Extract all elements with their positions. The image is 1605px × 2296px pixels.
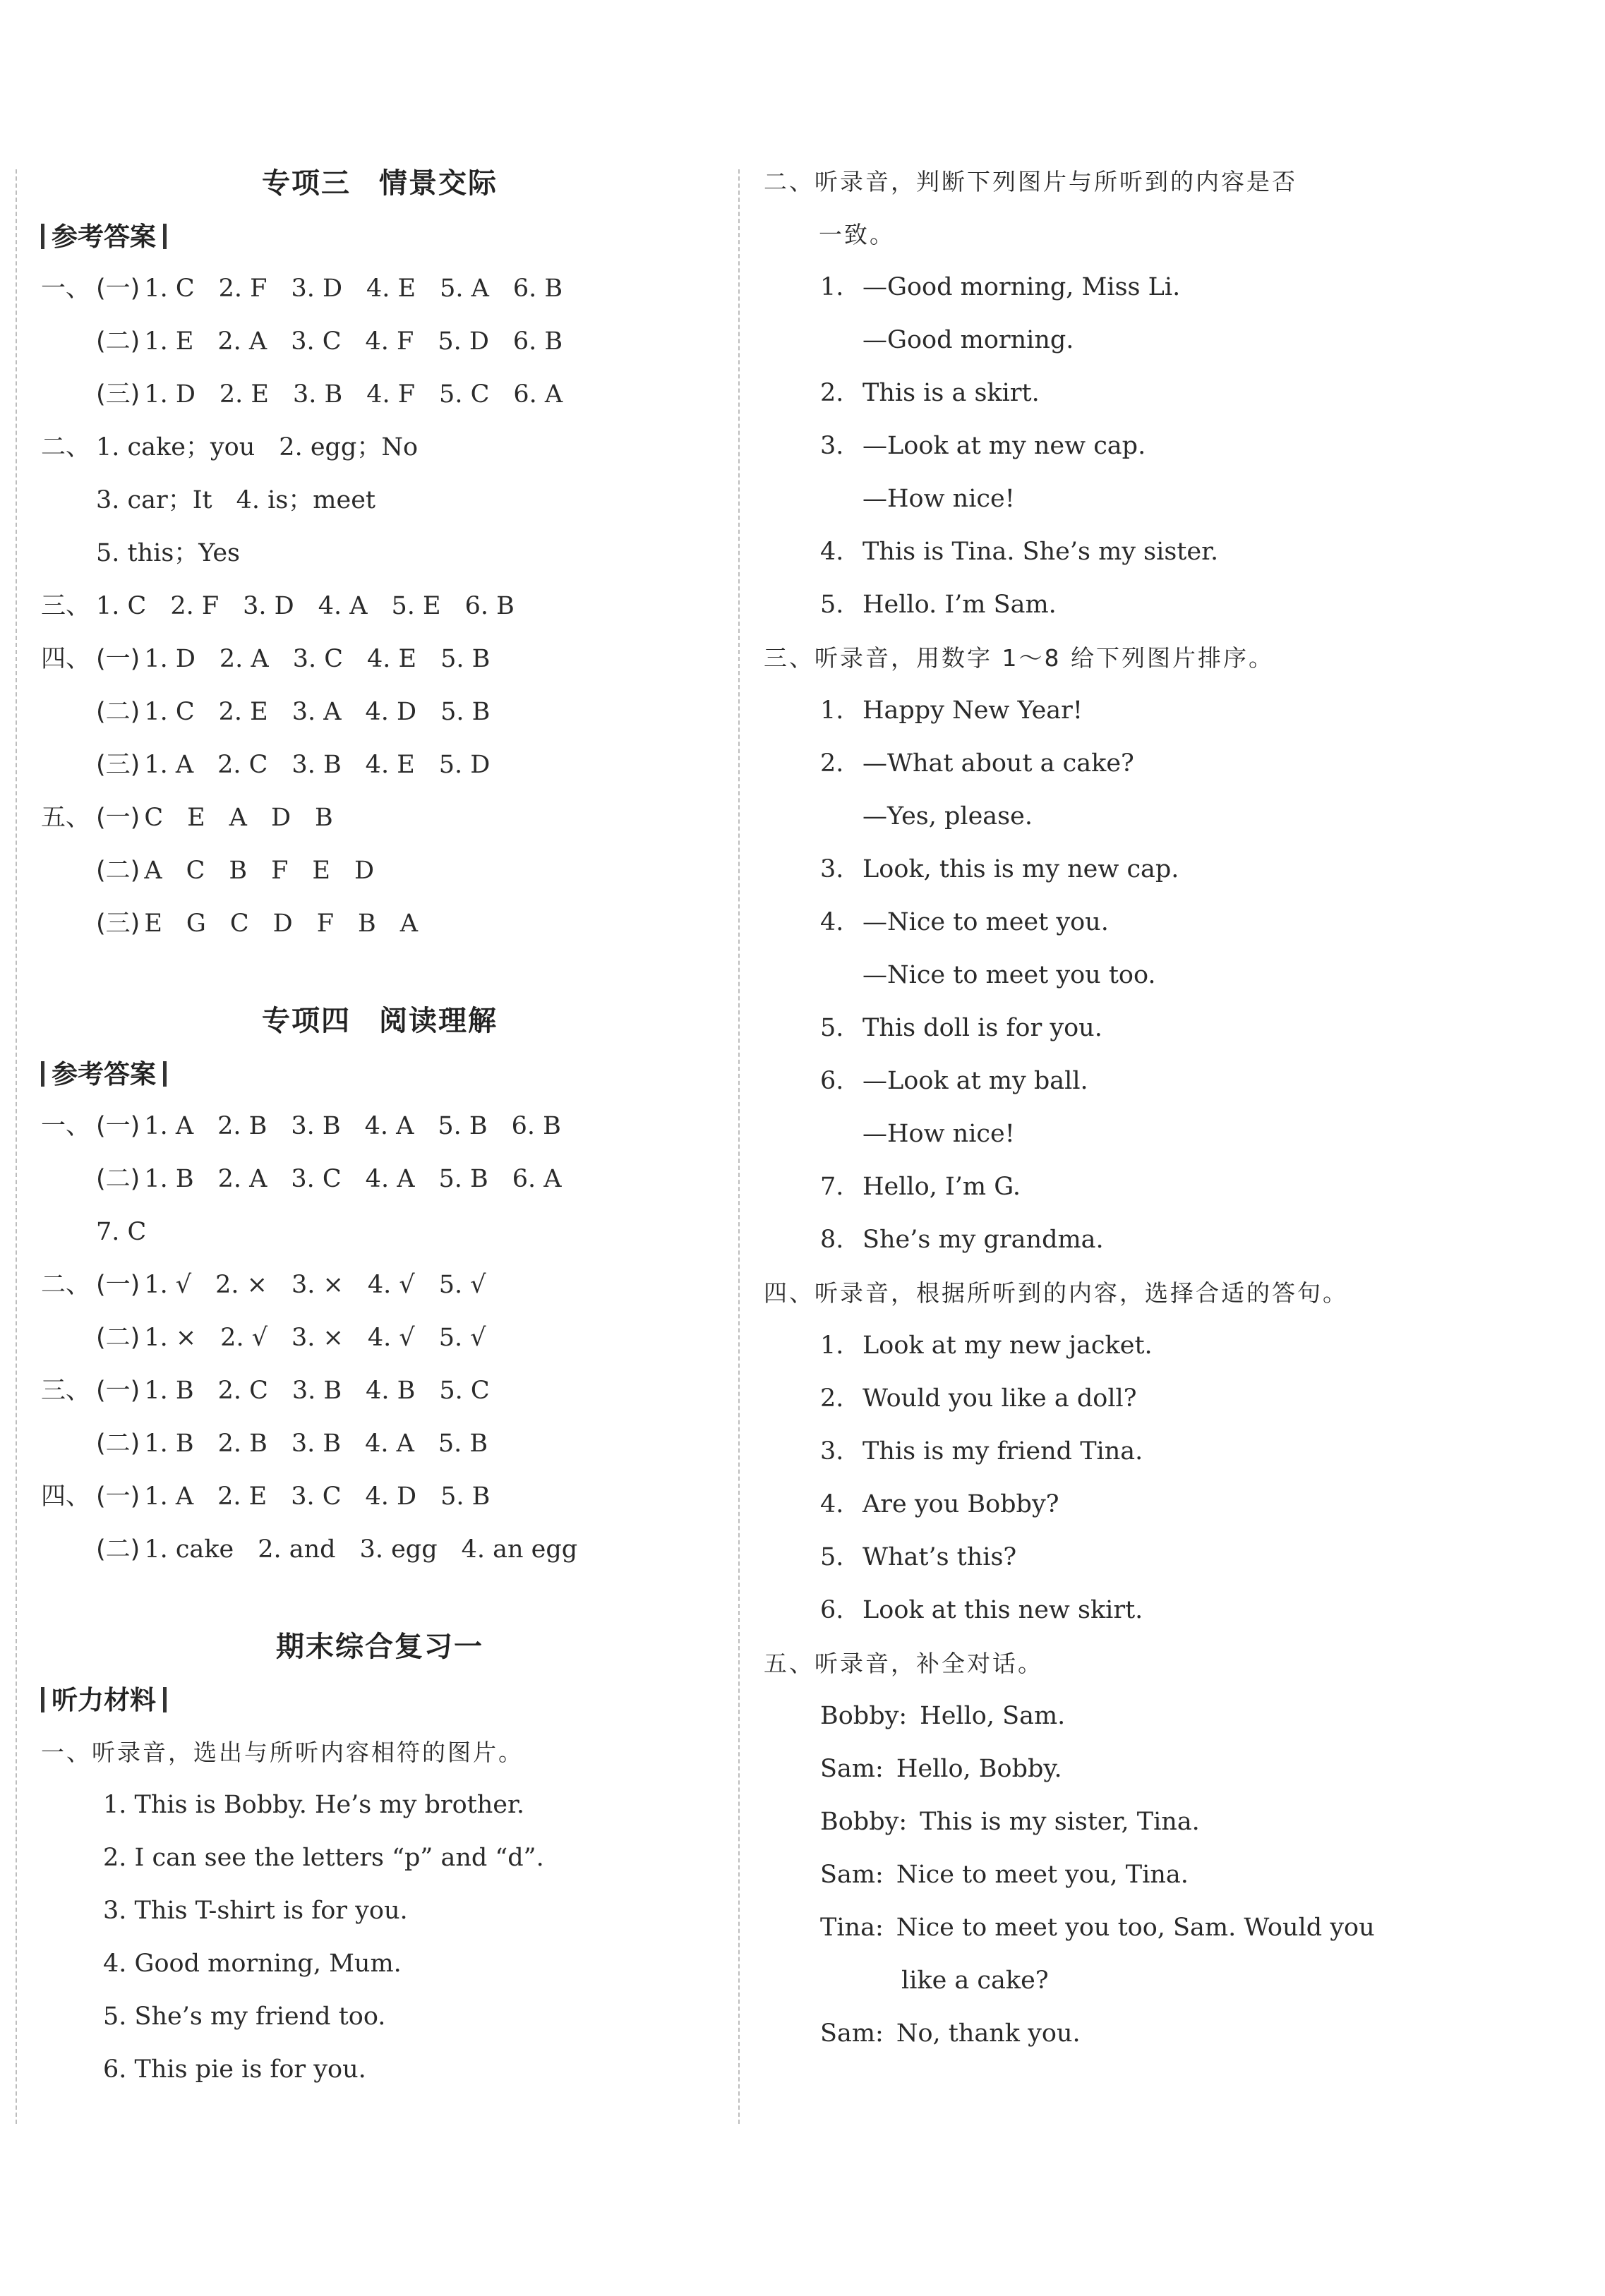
dialogue-line — [764, 1690, 1469, 1743]
listening-line — [764, 1478, 1469, 1531]
listening-line — [764, 1214, 1469, 1267]
speaker-name: Bobby: — [820, 1702, 908, 1730]
answer-item: 4. E — [366, 274, 416, 303]
answer-line — [41, 633, 719, 686]
answer-item: A — [144, 857, 162, 885]
line-text: This is my friend Tina. — [862, 1437, 1143, 1466]
answer-item: 5. B — [438, 1112, 488, 1140]
answer-line — [41, 686, 719, 739]
question-number: 三、 — [41, 592, 91, 620]
listening-line: 3. This T-shirt is for you. — [103, 1897, 408, 1925]
question-heading: 四、听录音，根据所听到的内容，选择合适的答句。 — [764, 1279, 1348, 1307]
listening-line: 2. I can see the letters “p” and “d”. — [103, 1844, 544, 1872]
answer-item: 6. B — [512, 274, 563, 303]
listening-line — [764, 1002, 1469, 1055]
answer-line — [41, 1259, 719, 1312]
line-text: What’s this? — [862, 1543, 1017, 1571]
question-number: 五、 — [41, 804, 91, 832]
answer-item: 1. E — [144, 327, 194, 356]
answer-item: 3. C — [292, 645, 344, 673]
question-number: 四、 — [41, 1482, 91, 1511]
listening-list-q3 — [764, 684, 1469, 1267]
line-text: —Good morning. — [862, 326, 1074, 354]
answer-item: C — [186, 857, 205, 885]
line-text: This is Tina. She’s my sister. — [862, 538, 1219, 566]
dialogue-line — [764, 1849, 1469, 1902]
answer-item: 2. C — [217, 751, 268, 779]
answer-item: 2. A — [217, 327, 268, 356]
answer-item: 4. F — [365, 327, 414, 356]
answer-item: 5. B — [440, 645, 491, 673]
line-text: —Yes, please. — [862, 802, 1033, 830]
answer-item: 2. E — [219, 380, 269, 409]
listening-line — [764, 949, 1469, 1002]
listening-line — [764, 1584, 1469, 1637]
section-title-review: 期末综合复习一 — [276, 1631, 483, 1663]
answer-item: 1. C — [144, 274, 195, 303]
answer-item: 1. × — [144, 1324, 197, 1352]
answer-item: 4. E — [367, 645, 417, 673]
question-heading: 五、听录音，补全对话。 — [764, 1650, 1043, 1677]
answer-item: 2. B — [217, 1430, 268, 1458]
answer-item: 1. B — [144, 1165, 194, 1193]
line-text: No, thank you. — [896, 2019, 1081, 2048]
answer-item: 5. B — [440, 698, 491, 726]
answer-item: E — [187, 804, 205, 832]
item-number: 4. — [820, 538, 844, 566]
listening-line — [764, 1319, 1469, 1372]
answer-list-sec3 — [41, 262, 719, 950]
section-title-4: 专项四 阅读理解 — [262, 1005, 498, 1037]
answer-item: F — [316, 910, 334, 938]
item-number: 8. — [820, 1226, 844, 1254]
dialogue-line — [764, 1902, 1469, 1954]
item-number: 3. — [820, 855, 844, 883]
answer-item: 2. C — [217, 1377, 268, 1405]
sub-part-label: (一) — [96, 645, 140, 673]
item-number: 5. — [820, 1543, 844, 1571]
answer-item: 5. C — [439, 1377, 490, 1405]
sub-part-label: (三) — [96, 910, 140, 938]
answer-item: 3. C — [291, 327, 342, 356]
answer-item: 6. B — [512, 327, 563, 356]
answer-item: G — [186, 910, 206, 938]
answer-item: A — [399, 910, 418, 938]
answer-item: 4. an egg — [461, 1535, 578, 1564]
answer-item: E — [144, 910, 162, 938]
line-text: —How nice! — [862, 1120, 1015, 1148]
line-text: Nice to meet you, Tina. — [896, 1861, 1189, 1889]
speaker-name: Sam: — [820, 1755, 884, 1783]
answer-item: 1. A — [144, 1112, 194, 1140]
line-text: Nice to meet you too, Sam. Would you — [896, 1914, 1375, 1942]
answer-item: 3. B — [291, 1377, 342, 1405]
answer-item: C — [144, 804, 164, 832]
line-text: Hello. I’m Sam. — [862, 591, 1057, 619]
line-text: —Look at my ball. — [862, 1067, 1088, 1095]
answer-item: 2. √ — [220, 1324, 268, 1352]
line-text: —How nice! — [862, 485, 1015, 513]
section-title-3: 专项三 情景交际 — [262, 167, 498, 200]
question-number: 三、 — [41, 1377, 91, 1405]
listening-line — [764, 420, 1469, 473]
listening-line: 4. Good morning, Mum. — [103, 1950, 402, 1978]
answer-line — [41, 368, 719, 421]
answer-line — [41, 1312, 719, 1365]
item-number: 4. — [820, 908, 844, 936]
sub-part-label: (一) — [96, 1112, 140, 1140]
answer-item: 1. B — [144, 1377, 194, 1405]
answer-key-tag: 参考答案 — [41, 212, 719, 262]
answer-item: 2. B — [217, 1112, 268, 1140]
sub-part-label: (一) — [96, 1482, 140, 1511]
answer-line — [41, 1100, 719, 1153]
sub-part-label: (一) — [96, 804, 140, 832]
answer-item: 3. D — [243, 592, 294, 620]
answer-list-sec4 — [41, 1100, 719, 1576]
listening-line — [764, 579, 1469, 632]
answer-item: 4. E — [365, 751, 415, 779]
answer-item: B — [357, 910, 376, 938]
answer-item: B — [315, 804, 333, 832]
question-heading: 一、听录音，选出与所听内容相符的图片。 — [41, 1739, 524, 1766]
item-number: 1. — [820, 1331, 844, 1360]
answer-line — [41, 1206, 719, 1259]
item-number: 2. — [820, 1384, 844, 1413]
item-number: 5. — [820, 591, 844, 619]
answer-item: 1. A — [144, 751, 194, 779]
answer-line — [41, 739, 719, 792]
answer-item: 5. B — [438, 1430, 488, 1458]
item-number: 3. — [820, 1437, 844, 1466]
answer-item: 3. D — [291, 274, 343, 303]
question-number: 二、 — [41, 1271, 91, 1299]
line-text: —Look at my new cap. — [862, 432, 1146, 460]
line-text: —What about a cake? — [862, 749, 1134, 778]
listening-line — [764, 367, 1469, 420]
sub-part-label: (三) — [96, 380, 140, 409]
sub-part-label: (一) — [96, 1377, 140, 1405]
answer-item: A — [229, 804, 247, 832]
answer-key-tag: 参考答案 — [41, 1049, 719, 1100]
line-text: —Nice to meet you too. — [862, 961, 1156, 989]
answer-item: 5. √ — [438, 1271, 486, 1299]
answer-item: B — [229, 857, 248, 885]
dialogue-line — [764, 1743, 1469, 1796]
listening-line — [764, 1108, 1469, 1161]
answer-item: 5. D — [438, 327, 489, 356]
answer-item: 5. B — [440, 1482, 491, 1511]
answer-item: D — [270, 804, 291, 832]
left-column — [41, 155, 719, 2096]
answer-item: D — [354, 857, 375, 885]
question-heading: 二、听录音，判断下列图片与所听到的内容是否 — [764, 168, 1297, 195]
answer-item: 1. C — [144, 698, 195, 726]
answer-item: 5. A — [440, 274, 489, 303]
answer-item: 1. √ — [144, 1271, 192, 1299]
answer-item: 5. C — [439, 380, 490, 409]
item-number: 2. — [820, 379, 844, 407]
answer-line — [41, 421, 719, 474]
speaker-name: Tina: — [820, 1914, 884, 1942]
answer-item: 3. C — [291, 1482, 342, 1511]
column-divider-dashed-line — [738, 169, 740, 2124]
question-number: 二、 — [41, 433, 91, 461]
answer-item: 1. cake；you — [96, 433, 256, 461]
answer-line — [41, 1470, 719, 1523]
line-text: like a cake? — [901, 1966, 1049, 1995]
answer-item: 6. B — [511, 1112, 561, 1140]
answer-item: 1. D — [144, 380, 196, 409]
answer-line — [41, 1153, 719, 1206]
listening-list-q2 — [764, 261, 1469, 632]
answer-item: 4. D — [365, 698, 417, 726]
question-heading-cont: 一致。 — [819, 221, 895, 248]
sub-part-label: (二) — [96, 1324, 140, 1352]
line-text: Look, this is my new cap. — [862, 855, 1179, 883]
listening-line — [764, 1425, 1469, 1478]
line-text: Hello, I’m G. — [862, 1173, 1021, 1201]
answer-item: 5. this；Yes — [96, 539, 241, 567]
sub-part-label: (二) — [96, 1165, 140, 1193]
listening-line — [764, 1531, 1469, 1584]
answer-item: 1. B — [144, 1430, 194, 1458]
listening-line — [764, 261, 1469, 314]
line-text: This is a skirt. — [862, 379, 1040, 407]
answer-item: 2. F — [170, 592, 220, 620]
line-text: This doll is for you. — [862, 1014, 1102, 1042]
answer-line — [41, 527, 719, 580]
answer-item: 2. and — [258, 1535, 336, 1564]
answer-item: 4. is；meet — [236, 486, 375, 514]
answer-line — [41, 580, 719, 633]
line-text: This is my sister, Tina. — [920, 1808, 1200, 1836]
speaker-name: Bobby: — [820, 1808, 908, 1836]
line-text: Hello, Sam. — [920, 1702, 1066, 1730]
answer-item: 4. D — [365, 1482, 417, 1511]
answer-item: 3. B — [291, 1112, 341, 1140]
answer-item: D — [272, 910, 293, 938]
answer-item: 3. car；It — [96, 486, 212, 514]
answer-line — [41, 1523, 719, 1576]
answer-item: 5. E — [391, 592, 441, 620]
sub-part-label: (一) — [96, 1271, 140, 1299]
listening-list-q4 — [764, 1319, 1469, 1637]
answer-line — [41, 262, 719, 315]
item-number: 4. — [820, 1490, 844, 1518]
answer-line — [41, 474, 719, 527]
item-number: 6. — [820, 1596, 844, 1624]
question-number: 一、 — [41, 274, 91, 303]
line-text: —Good morning, Miss Li. — [862, 273, 1181, 301]
item-number: 6. — [820, 1067, 844, 1095]
listening-line — [764, 1055, 1469, 1108]
line-text: Look at my new jacket. — [862, 1331, 1153, 1360]
answer-item: 4. √ — [367, 1324, 415, 1352]
answer-item: 2. A — [217, 1165, 268, 1193]
speaker-name: Sam: — [820, 2019, 884, 2048]
right-column — [764, 155, 1469, 2060]
listening-line — [764, 526, 1469, 579]
answer-item: 6. B — [464, 592, 515, 620]
answer-line — [41, 898, 719, 950]
answer-item: 5. √ — [438, 1324, 486, 1352]
answer-item: 1. cake — [144, 1535, 234, 1564]
answer-item: 2. E — [217, 1482, 268, 1511]
answer-item: 4. A — [365, 1165, 415, 1193]
line-text: Hello, Bobby. — [896, 1755, 1062, 1783]
left-margin-dashed-line — [16, 169, 17, 2124]
sub-part-label: (二) — [96, 1430, 140, 1458]
sub-part-label: (二) — [96, 857, 140, 885]
item-number: 2. — [820, 749, 844, 778]
speaker-name: Sam: — [820, 1861, 884, 1889]
answer-item: E — [312, 857, 330, 885]
answer-item: 6. A — [513, 380, 563, 409]
answer-item: 3. B — [291, 1430, 342, 1458]
item-number: 1. — [820, 273, 844, 301]
answer-item: F — [271, 857, 289, 885]
sub-part-label: (二) — [96, 1535, 140, 1564]
answer-item: C — [229, 910, 249, 938]
line-text: —Nice to meet you. — [862, 908, 1109, 936]
sub-part-label: (一) — [96, 274, 140, 303]
answer-line — [41, 1418, 719, 1470]
answer-line — [41, 792, 719, 845]
item-number: 1. — [820, 696, 844, 725]
dialogue-line — [764, 1954, 1469, 2007]
line-text: Happy New Year! — [862, 696, 1083, 725]
listening-line — [764, 896, 1469, 949]
answer-item: 1. D — [144, 645, 196, 673]
item-number: 3. — [820, 432, 844, 460]
answer-item: 2. egg；No — [279, 433, 419, 461]
answer-item: 2. × — [215, 1271, 268, 1299]
answer-item: 2. E — [218, 698, 268, 726]
listening-line — [764, 737, 1469, 790]
listening-line: 1. This is Bobby. He’s my brother. — [103, 1791, 525, 1819]
answer-item: 7. C — [96, 1218, 147, 1246]
item-number: 7. — [820, 1173, 844, 1201]
line-text: Are you Bobby? — [862, 1490, 1059, 1518]
line-text: She’s my grandma. — [862, 1226, 1104, 1254]
sub-part-label: (三) — [96, 751, 140, 779]
answer-item: 4. F — [366, 380, 416, 409]
answer-item: 3. B — [291, 751, 342, 779]
answer-line — [41, 1365, 719, 1418]
listening-material-tag: 听力材料 — [41, 1675, 719, 1726]
listening-list-q1 — [41, 1779, 719, 2096]
answer-item: 4. A — [365, 1430, 414, 1458]
answer-item: 6. A — [512, 1165, 562, 1193]
answer-item: 3. × — [291, 1271, 344, 1299]
answer-line — [41, 845, 719, 898]
answer-item: 1. A — [144, 1482, 194, 1511]
question-number: 四、 — [41, 645, 91, 673]
dialogue-line — [764, 1796, 1469, 1849]
line-text: Look at this new skirt. — [862, 1596, 1143, 1624]
answer-item: 4. B — [366, 1377, 416, 1405]
dialogue-list-q5 — [764, 1690, 1469, 2060]
listening-line — [764, 843, 1469, 896]
answer-line — [41, 315, 719, 368]
answer-item: 3. B — [292, 380, 343, 409]
dialogue-line — [764, 2007, 1469, 2060]
listening-line — [764, 1161, 1469, 1214]
line-text: Would you like a doll? — [862, 1384, 1137, 1413]
question-number: 一、 — [41, 1112, 91, 1140]
answer-item: 4. A — [318, 592, 368, 620]
listening-line — [764, 790, 1469, 843]
answer-item: 4. √ — [367, 1271, 415, 1299]
question-heading: 三、听录音，用数字 1～8 给下列图片排序。 — [764, 644, 1274, 672]
listening-line — [764, 1372, 1469, 1425]
answer-item: 3. egg — [359, 1535, 438, 1564]
answer-item: 5. B — [438, 1165, 488, 1193]
answer-item: 3. C — [291, 1165, 342, 1193]
sub-part-label: (二) — [96, 327, 140, 356]
listening-line — [764, 473, 1469, 526]
answer-item: 1. C — [96, 592, 147, 620]
listening-line: 5. She’s my friend too. — [103, 2002, 386, 2031]
answer-item: 3. A — [291, 698, 342, 726]
answer-item: 4. A — [364, 1112, 414, 1140]
answer-item: 3. × — [291, 1324, 344, 1352]
sub-part-label: (二) — [96, 698, 140, 726]
answer-item: 5. D — [438, 751, 491, 779]
answer-item: 2. F — [218, 274, 268, 303]
listening-line — [764, 314, 1469, 367]
listening-line — [764, 684, 1469, 737]
item-number: 5. — [820, 1014, 844, 1042]
listening-line: 6. This pie is for you. — [103, 2055, 366, 2084]
answer-item: 2. A — [219, 645, 269, 673]
